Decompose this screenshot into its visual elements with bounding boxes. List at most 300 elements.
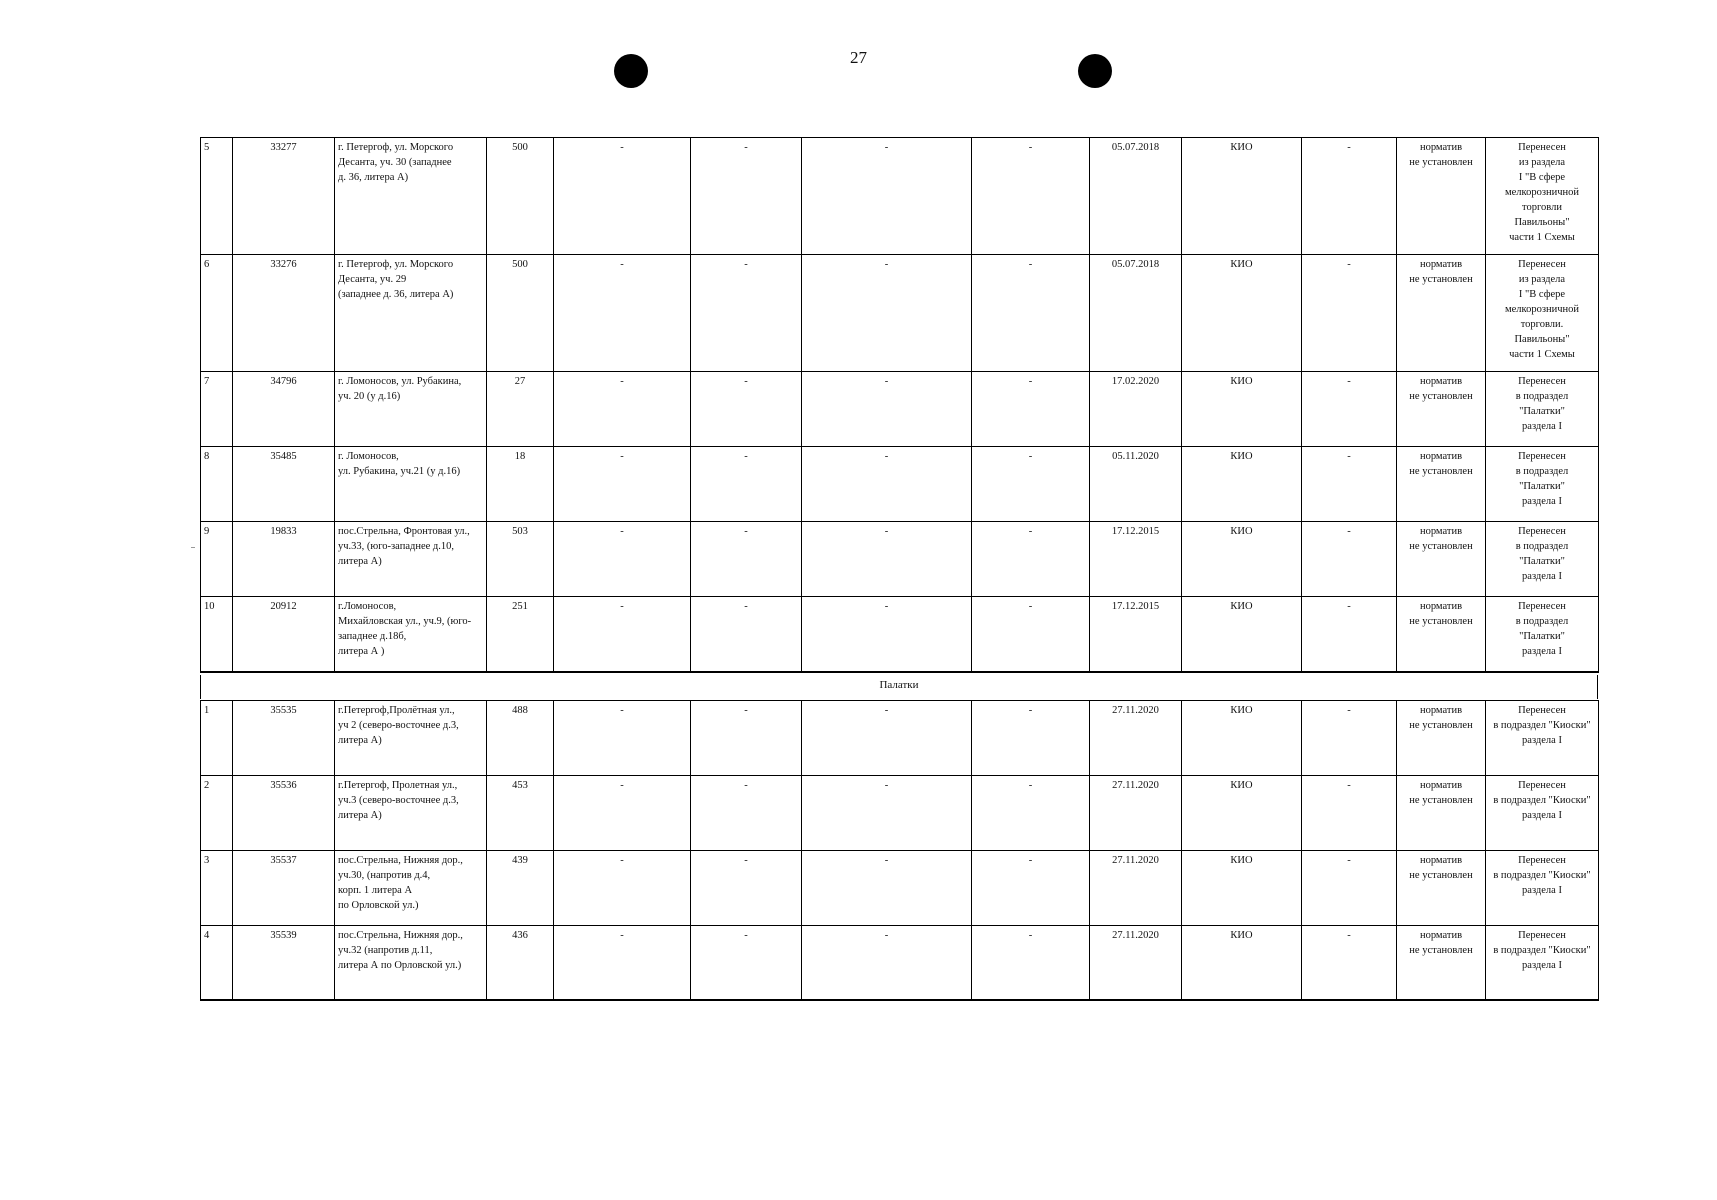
cell-organization-text: КИО — [1230, 930, 1253, 941]
cell-empty-2 — [691, 522, 802, 597]
cell-area-text: 488 — [512, 705, 528, 716]
cell-object-id-text: 34796 — [270, 376, 297, 387]
cell-object-id-text: 35537 — [270, 855, 297, 866]
cell-organization — [1182, 701, 1302, 776]
cell-empty-1-text: - — [620, 526, 624, 537]
records-table-top — [200, 137, 1599, 673]
cell-date — [1090, 522, 1182, 597]
cell-empty-5 — [1302, 372, 1397, 447]
cell-empty-2 — [691, 776, 802, 851]
cell-note-line: Павильоны" — [1514, 217, 1570, 228]
cell-norm-line: норматив — [1419, 705, 1463, 716]
cell-empty-4-text: - — [1028, 376, 1033, 387]
cell-note-line: из раздела — [1518, 274, 1566, 285]
cell-organization — [1182, 372, 1302, 447]
cell-norm-line: не установлен — [1409, 616, 1473, 627]
table-row — [201, 522, 1599, 597]
cell-empty-5 — [1302, 255, 1397, 372]
cell-area-text: 27 — [514, 376, 526, 387]
cell-empty-5 — [1302, 138, 1397, 255]
cell-object-id — [233, 372, 335, 447]
cell-norm-line: не установлен — [1409, 274, 1473, 285]
punch-hole-mark — [1078, 54, 1112, 88]
cell-empty-1-text: - — [620, 376, 624, 387]
cell-area — [487, 255, 554, 372]
cell-empty-1-text: - — [620, 855, 624, 866]
cell-norm — [1397, 255, 1486, 372]
cell-address-line: пос.Стрельна, Нижняя дор., — [338, 855, 463, 866]
cell-empty-2-text: - — [744, 142, 748, 153]
cell-note-line: мелкорозничной — [1504, 187, 1580, 198]
cell-object-id-text: 19833 — [270, 526, 297, 537]
cell-address-line: Михайловская ул., уч.9, (юго- — [338, 616, 472, 627]
cell-object-id-text: 35539 — [270, 930, 297, 941]
punch-hole-mark — [614, 54, 648, 88]
cell-object-id — [233, 701, 335, 776]
cell-address-line: уч 2 (северо-восточнее д.3, — [338, 720, 459, 731]
cell-note — [1486, 597, 1599, 672]
cell-address-line: западнее д.18б, — [338, 631, 407, 642]
cell-empty-1 — [554, 522, 691, 597]
section-band — [200, 675, 1598, 699]
cell-empty-3-text: - — [884, 930, 889, 941]
cell-empty-5 — [1302, 522, 1397, 597]
cell-address-line: корп. 1 литера А — [338, 885, 413, 896]
cell-norm-line: не установлен — [1409, 541, 1473, 552]
cell-organization-text: КИО — [1230, 780, 1253, 791]
cell-address-line: г.Ломоносов, — [338, 601, 397, 612]
cell-address-line: Десанта, уч. 29 — [338, 274, 407, 285]
cell-organization — [1182, 138, 1302, 255]
cell-object-id — [233, 597, 335, 672]
cell-note-line: Перенесен — [1518, 376, 1566, 387]
cell-empty-1 — [554, 926, 691, 1000]
cell-note-line: Перенесен — [1518, 705, 1566, 716]
cell-empty-5-text: - — [1347, 780, 1351, 791]
cell-object-id — [233, 447, 335, 522]
cell-note-line: Перенесен — [1518, 526, 1566, 537]
cell-object-id — [233, 138, 335, 255]
cell-empty-1-text: - — [620, 705, 624, 716]
cell-norm-line: не установлен — [1409, 720, 1473, 731]
cell-empty-3 — [802, 851, 972, 926]
cell-object-id-text: 35535 — [270, 705, 297, 716]
cell-date-text: 17.02.2020 — [1111, 376, 1160, 387]
cell-note-line: Павильоны" — [1514, 334, 1570, 345]
cell-empty-1-text: - — [620, 142, 624, 153]
cell-note — [1486, 255, 1599, 372]
cell-empty-5-text: - — [1347, 930, 1351, 941]
cell-empty-1 — [554, 255, 691, 372]
cell-empty-3-text: - — [884, 451, 889, 462]
cell-date — [1090, 597, 1182, 672]
cell-norm-line: не установлен — [1409, 466, 1473, 477]
cell-empty-5 — [1302, 447, 1397, 522]
cell-norm-line: норматив — [1419, 601, 1463, 612]
cell-empty-5 — [1302, 597, 1397, 672]
cell-norm — [1397, 372, 1486, 447]
cell-empty-4-text: - — [1028, 526, 1033, 537]
cell-empty-4 — [972, 701, 1090, 776]
cell-area — [487, 776, 554, 851]
cell-address-line: уч.30, (напротив д.4, — [338, 870, 431, 881]
cell-empty-1-text: - — [620, 601, 624, 612]
cell-address-line: уч.32 (напротив д.11, — [338, 945, 433, 956]
cell-norm-line: норматив — [1419, 259, 1463, 270]
cell-note — [1486, 851, 1599, 926]
cell-organization-text: КИО — [1230, 259, 1253, 270]
cell-note-line: Перенесен — [1518, 780, 1566, 791]
cell-empty-2-text: - — [744, 526, 748, 537]
cell-address-line: г.Петергоф, Пролетная ул., — [338, 780, 458, 791]
cell-note-line: в подраздел "Киоски" — [1493, 795, 1591, 806]
cell-empty-3 — [802, 255, 972, 372]
cell-address-line: Десанта, уч. 30 (западнее — [338, 157, 452, 168]
cell-object-id — [233, 522, 335, 597]
cell-note-line: раздела I — [1522, 646, 1562, 657]
cell-date — [1090, 926, 1182, 1000]
cell-note-line: мелкорозничной — [1504, 304, 1580, 315]
cell-norm-line: норматив — [1419, 930, 1463, 941]
cell-area — [487, 851, 554, 926]
cell-empty-3 — [802, 776, 972, 851]
cell-address-line: литера А) — [338, 556, 382, 567]
cell-empty-4-text: - — [1028, 930, 1033, 941]
cell-empty-5 — [1302, 926, 1397, 1000]
cell-number — [201, 701, 233, 776]
cell-empty-3 — [802, 522, 972, 597]
cell-area — [487, 597, 554, 672]
page-number: 27 — [850, 48, 867, 67]
cell-object-id — [233, 926, 335, 1000]
cell-object-id-text: 33277 — [270, 142, 297, 153]
cell-norm-line: не установлен — [1409, 391, 1473, 402]
table-row — [201, 447, 1599, 522]
cell-note — [1486, 776, 1599, 851]
cell-area-text: 500 — [512, 259, 528, 270]
cell-empty-2 — [691, 447, 802, 522]
cell-number-text: 1 — [204, 705, 210, 716]
cell-address — [335, 447, 487, 522]
cell-address-line: (западнее д. 36, литера А) — [338, 289, 454, 300]
cell-organization — [1182, 851, 1302, 926]
cell-date — [1090, 701, 1182, 776]
cell-area-text: 453 — [512, 780, 528, 791]
cell-empty-4 — [972, 447, 1090, 522]
cell-empty-4 — [972, 372, 1090, 447]
cell-number-text: 3 — [204, 855, 210, 866]
cell-date-text: 17.12.2015 — [1111, 526, 1160, 537]
cell-note-line: I "В сфере — [1518, 172, 1566, 183]
cell-address — [335, 926, 487, 1000]
cell-date-text: 27.11.2020 — [1112, 705, 1159, 716]
cell-date-text: 05.07.2018 — [1111, 259, 1160, 270]
table-row — [201, 851, 1599, 926]
cell-organization-text: КИО — [1230, 142, 1253, 153]
cell-address-line: литера А) — [338, 810, 382, 821]
cell-norm — [1397, 701, 1486, 776]
cell-note-line: раздела I — [1522, 735, 1562, 746]
cell-area-text: 18 — [514, 451, 526, 462]
cell-number-text: 4 — [204, 930, 210, 941]
cell-empty-2-text: - — [744, 451, 748, 462]
cell-address-line: литера А) — [338, 735, 382, 746]
cell-empty-3-text: - — [884, 705, 889, 716]
cell-note-line: в подраздел "Киоски" — [1493, 720, 1591, 731]
cell-organization — [1182, 522, 1302, 597]
cell-empty-2-text: - — [744, 259, 748, 270]
cell-number-text: 9 — [204, 526, 210, 537]
cell-norm — [1397, 926, 1486, 1000]
cell-empty-2-text: - — [744, 855, 748, 866]
cell-norm — [1397, 447, 1486, 522]
cell-address-line: г. Петергоф, ул. Морского — [338, 259, 454, 270]
cell-norm — [1397, 776, 1486, 851]
cell-empty-4 — [972, 851, 1090, 926]
cell-empty-1 — [554, 447, 691, 522]
cell-note-line: в подраздел — [1515, 541, 1569, 552]
cell-date — [1090, 447, 1182, 522]
cell-norm-line: норматив — [1419, 142, 1463, 153]
cell-empty-4-text: - — [1028, 142, 1033, 153]
cell-empty-1 — [554, 597, 691, 672]
cell-note-line: Перенесен — [1518, 451, 1566, 462]
cell-norm — [1397, 597, 1486, 672]
cell-note-line: торговли. — [1520, 319, 1564, 330]
cell-organization-text: КИО — [1230, 855, 1253, 866]
cell-note-line: "Палатки" — [1519, 481, 1565, 492]
cell-empty-4-text: - — [1028, 259, 1033, 270]
cell-empty-4-text: - — [1028, 855, 1033, 866]
cell-object-id-text: 35485 — [270, 451, 297, 462]
cell-address-line: г. Ломоносов, ул. Рубакина, — [338, 376, 462, 387]
cell-empty-2 — [691, 851, 802, 926]
cell-norm-line: норматив — [1419, 526, 1463, 537]
cell-empty-3 — [802, 138, 972, 255]
cell-area-text: 500 — [512, 142, 528, 153]
cell-note-line: раздела I — [1522, 496, 1562, 507]
cell-empty-4-text: - — [1028, 451, 1033, 462]
cell-empty-5 — [1302, 851, 1397, 926]
cell-empty-2 — [691, 255, 802, 372]
table-row — [201, 701, 1599, 776]
records-table-bottom — [200, 700, 1599, 1001]
cell-empty-1 — [554, 372, 691, 447]
cell-empty-4 — [972, 926, 1090, 1000]
cell-note — [1486, 372, 1599, 447]
cell-empty-1-text: - — [620, 780, 624, 791]
cell-note-line: "Палатки" — [1519, 556, 1565, 567]
cell-norm-line: норматив — [1419, 780, 1463, 791]
cell-area — [487, 138, 554, 255]
cell-note-line: Перенесен — [1518, 855, 1566, 866]
cell-number — [201, 776, 233, 851]
cell-address-line: литера А ) — [338, 646, 385, 657]
cell-empty-3 — [802, 597, 972, 672]
cell-area — [487, 447, 554, 522]
cell-empty-3-text: - — [884, 526, 889, 537]
cell-address — [335, 851, 487, 926]
cell-empty-3-text: - — [884, 142, 889, 153]
cell-note-line: раздела I — [1522, 421, 1562, 432]
cell-area — [487, 926, 554, 1000]
cell-empty-4-text: - — [1028, 780, 1033, 791]
cell-empty-4 — [972, 255, 1090, 372]
cell-number-text: 7 — [204, 376, 210, 387]
cell-note — [1486, 522, 1599, 597]
cell-empty-4-text: - — [1028, 601, 1033, 612]
cell-area-text: 251 — [512, 601, 528, 612]
cell-empty-5-text: - — [1347, 259, 1351, 270]
cell-note-line: раздела I — [1522, 960, 1562, 971]
cell-note-line: части 1 Схемы — [1509, 232, 1575, 243]
cell-note-line: торговли — [1522, 202, 1562, 213]
cell-object-id — [233, 851, 335, 926]
cell-address-line: ул. Рубакина, уч.21 (у д.16) — [338, 466, 461, 477]
cell-date — [1090, 372, 1182, 447]
cell-note-line: в подраздел "Киоски" — [1493, 945, 1591, 956]
cell-area-text: 436 — [512, 930, 528, 941]
cell-empty-2-text: - — [744, 601, 748, 612]
cell-note-line: Перенесен — [1518, 601, 1566, 612]
cell-empty-5 — [1302, 776, 1397, 851]
cell-note — [1486, 701, 1599, 776]
cell-area — [487, 372, 554, 447]
cell-number — [201, 447, 233, 522]
cell-number — [201, 851, 233, 926]
cell-empty-4 — [972, 597, 1090, 672]
cell-organization — [1182, 255, 1302, 372]
table-row — [201, 926, 1599, 1000]
cell-empty-1 — [554, 851, 691, 926]
cell-empty-5-text: - — [1347, 526, 1351, 537]
cell-empty-2-text: - — [744, 780, 748, 791]
cell-empty-3-text: - — [884, 780, 889, 791]
table-row — [201, 597, 1599, 672]
cell-address-line: уч.3 (северо-восточнее д.3, — [338, 795, 459, 806]
cell-norm — [1397, 851, 1486, 926]
cell-note-line: Перенесен — [1518, 259, 1566, 270]
cell-empty-4 — [972, 138, 1090, 255]
cell-address-line: пос.Стрельна, Нижняя дор., — [338, 930, 463, 941]
cell-note-line: "Палатки" — [1519, 406, 1565, 417]
cell-date-text: 27.11.2020 — [1112, 855, 1159, 866]
cell-date-text: 05.07.2018 — [1111, 142, 1160, 153]
cell-norm-line: не установлен — [1409, 157, 1473, 168]
cell-number-text: 8 — [204, 451, 210, 462]
cell-norm — [1397, 522, 1486, 597]
cell-norm — [1397, 138, 1486, 255]
cell-note-line: "Палатки" — [1519, 631, 1565, 642]
cell-empty-1 — [554, 138, 691, 255]
cell-note-line: I "В сфере — [1518, 289, 1566, 300]
cell-number-text: 2 — [204, 780, 210, 791]
cell-note — [1486, 447, 1599, 522]
cell-number-text: 10 — [204, 601, 215, 612]
cell-empty-2 — [691, 926, 802, 1000]
cell-address-line: по Орловской ул.) — [338, 900, 419, 911]
cell-address-line: г. Ломоносов, — [338, 451, 399, 462]
cell-address-line: д. 36, литера А) — [338, 172, 409, 183]
cell-note-line: в подраздел — [1515, 391, 1569, 402]
cell-empty-5 — [1302, 701, 1397, 776]
cell-address-line: уч.33, (юго-западнее д.10, — [338, 541, 454, 552]
cell-empty-3-text: - — [884, 601, 889, 612]
cell-note-line: раздела I — [1522, 810, 1562, 821]
cell-date — [1090, 851, 1182, 926]
cell-empty-3 — [802, 447, 972, 522]
cell-object-id-text: 20912 — [270, 601, 297, 612]
cell-note-line: в подраздел "Киоски" — [1493, 870, 1591, 881]
cell-organization — [1182, 776, 1302, 851]
cell-address — [335, 776, 487, 851]
cell-empty-3 — [802, 701, 972, 776]
cell-number — [201, 138, 233, 255]
cell-empty-5-text: - — [1347, 142, 1351, 153]
cell-empty-2 — [691, 138, 802, 255]
cell-address-line: литера А по Орловской ул.) — [338, 960, 462, 971]
cell-empty-1 — [554, 776, 691, 851]
cell-organization — [1182, 926, 1302, 1000]
cell-empty-3-text: - — [884, 855, 889, 866]
table-row — [201, 372, 1599, 447]
cell-address — [335, 372, 487, 447]
cell-object-id-text: 33276 — [270, 259, 297, 270]
cell-note — [1486, 138, 1599, 255]
cell-number — [201, 372, 233, 447]
cell-date-text: 17.12.2015 — [1111, 601, 1160, 612]
cell-number — [201, 597, 233, 672]
cell-note-line: раздела I — [1522, 571, 1562, 582]
cell-empty-2-text: - — [744, 930, 748, 941]
cell-empty-5-text: - — [1347, 855, 1351, 866]
cell-empty-4-text: - — [1028, 705, 1033, 716]
cell-empty-1-text: - — [620, 930, 624, 941]
cell-empty-3-text: - — [884, 376, 889, 387]
cell-address-line: г. Петергоф, ул. Морского — [338, 142, 454, 153]
cell-area-text: 503 — [512, 526, 528, 537]
cell-empty-1-text: - — [620, 451, 624, 462]
cell-number-text: 5 — [204, 142, 210, 153]
cell-address-line: уч. 20 (у д.16) — [338, 391, 401, 402]
cell-organization-text: КИО — [1230, 601, 1253, 612]
cell-empty-3-text: - — [884, 259, 889, 270]
section-title: Палатки — [879, 679, 919, 691]
cell-number — [201, 926, 233, 1000]
cell-empty-2 — [691, 701, 802, 776]
cell-address — [335, 522, 487, 597]
cell-organization — [1182, 447, 1302, 522]
cell-note-line: Перенесен — [1518, 142, 1566, 153]
cell-date-text: 27.11.2020 — [1112, 780, 1159, 791]
cell-object-id-text: 35536 — [270, 780, 297, 791]
cell-object-id — [233, 776, 335, 851]
cell-norm-line: норматив — [1419, 855, 1463, 866]
cell-organization — [1182, 597, 1302, 672]
cell-date — [1090, 138, 1182, 255]
cell-note-line: в подраздел — [1515, 616, 1569, 627]
margin-mark — [191, 547, 195, 548]
cell-norm-line: норматив — [1419, 376, 1463, 387]
cell-date — [1090, 255, 1182, 372]
table-row — [201, 776, 1599, 851]
cell-empty-3 — [802, 372, 972, 447]
cell-norm-line: не установлен — [1409, 870, 1473, 881]
table-row — [201, 255, 1599, 372]
cell-note — [1486, 926, 1599, 1000]
table-row — [201, 138, 1599, 255]
cell-area — [487, 522, 554, 597]
